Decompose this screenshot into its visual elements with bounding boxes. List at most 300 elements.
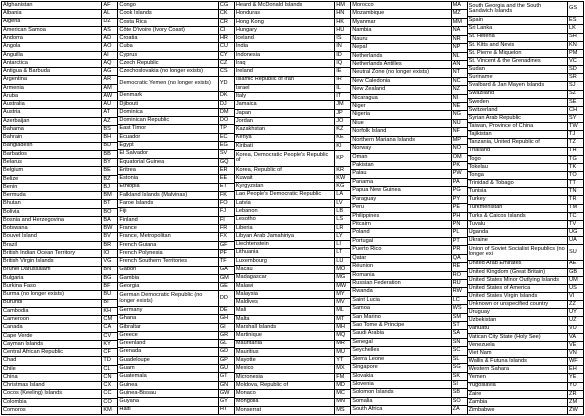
country-code: CM <box>103 316 113 323</box>
table-row <box>118 167 233 175</box>
country-code: FX <box>219 233 227 240</box>
country-code: BA <box>103 216 111 223</box>
country-name: Liechtenstein <box>235 241 335 248</box>
country-name: Tokelau <box>468 164 568 171</box>
table-row <box>2 300 117 308</box>
country-code: CR <box>219 18 228 25</box>
country-code: NA <box>452 27 461 34</box>
country-name: St. Helena <box>468 34 568 41</box>
country-code: PM <box>569 49 578 56</box>
country-code: VE <box>569 341 577 348</box>
table-row <box>2 143 117 151</box>
country-code: SY <box>569 114 577 121</box>
country-code: BM <box>103 192 112 199</box>
country-code-table <box>1 1 584 415</box>
country-name: Ethiopia <box>118 184 218 191</box>
table-row <box>351 162 466 170</box>
table-row <box>118 373 233 381</box>
country-name: Eritrea <box>118 167 218 174</box>
country-name: United Arab Emirates <box>468 261 568 268</box>
table-row <box>351 330 466 338</box>
table-row <box>118 390 233 398</box>
country-name: Libyan Arab Jamahiriya <box>235 233 335 240</box>
table-row <box>2 324 117 332</box>
country-code: FK <box>219 191 227 198</box>
country-name: St. Vincent & the Grenadines <box>468 58 568 65</box>
country-name: Benin <box>2 184 102 191</box>
country-code: LU <box>336 257 344 264</box>
country-code: TD <box>103 357 111 364</box>
country-name: Australia <box>2 101 102 108</box>
table-row <box>2 291 117 299</box>
country-code: NT <box>452 69 461 76</box>
country-name: Kiribati <box>235 143 335 150</box>
country-name: Albania <box>2 10 102 17</box>
country-name: Guinea-Bissau <box>118 390 218 397</box>
country-name: Bouvet Island <box>2 233 102 240</box>
country-name: Cape Verde <box>2 333 102 340</box>
table-row <box>351 263 466 271</box>
country-code: VN <box>569 350 577 356</box>
table-row <box>468 50 583 58</box>
table-row <box>118 242 233 250</box>
table-row <box>2 275 117 283</box>
country-name: United Kingdom (Great Britain) <box>468 269 568 276</box>
country-name: Jordan <box>235 118 335 125</box>
country-name: Cayman Islands <box>2 341 102 348</box>
table-row <box>118 10 233 18</box>
country-name: Puerto Rico <box>351 246 451 253</box>
country-code: CV <box>103 332 112 339</box>
table-row <box>351 381 466 389</box>
country-name: Afghanistan <box>2 2 102 9</box>
country-code: BB <box>103 150 111 157</box>
country-code: DZ <box>103 18 111 25</box>
country-name: Vatican City State (Holy See) <box>468 334 568 341</box>
table-row <box>235 208 350 216</box>
country-code: CZ <box>219 60 228 67</box>
country-name: Congo <box>118 2 218 9</box>
table-row <box>351 305 466 313</box>
country-name: Mayotte <box>235 357 335 364</box>
table-row <box>351 288 466 296</box>
country-code: CC <box>103 390 112 397</box>
country-code: IQ <box>336 59 343 66</box>
country-code: WF <box>569 358 578 365</box>
country-name: Paraguay <box>351 196 451 203</box>
country-code: SA <box>452 330 461 337</box>
country-code: BD <box>103 142 112 149</box>
country-name: Sri Lanka <box>468 25 568 32</box>
country-name: Nepal <box>351 44 451 51</box>
country-code: SN <box>452 338 461 345</box>
country-name: Turkmenistan <box>468 205 568 212</box>
table-row <box>468 115 583 123</box>
country-code: GS <box>569 5 578 12</box>
country-name: Jamaica <box>235 101 335 108</box>
country-code: PT <box>452 237 460 244</box>
country-code: AQ <box>103 59 112 66</box>
country-code: SL <box>452 355 460 362</box>
country-name: Swaziland <box>468 91 568 98</box>
country-code: MH <box>336 323 345 330</box>
country-name: Qatar <box>351 255 451 262</box>
country-code: DJ <box>219 100 227 107</box>
country-code: KR <box>336 166 344 173</box>
country-code: HK <box>336 18 344 25</box>
country-name: American Samoa <box>2 27 102 34</box>
table-row <box>235 216 350 224</box>
country-code: KG <box>336 183 345 190</box>
country-name: Russian Federation <box>351 280 451 287</box>
country-code: SH <box>569 33 577 40</box>
country-code: MN <box>336 398 345 405</box>
country-name: Denmark <box>118 92 218 99</box>
country-name: Slovenia <box>351 381 451 388</box>
country-code: GU <box>219 365 229 371</box>
country-code: TV <box>569 220 577 227</box>
country-name: Tuvalu <box>468 221 568 228</box>
country-code: BH <box>103 134 112 141</box>
table-row <box>468 2 583 17</box>
table-row <box>118 200 233 208</box>
country-code: JO <box>336 117 344 124</box>
country-name: Central African Republic <box>2 349 102 356</box>
country-code: HM <box>336 2 345 8</box>
country-name: Singapore <box>351 364 451 371</box>
table-row <box>118 332 233 340</box>
table-row <box>468 317 583 325</box>
country-name: Mozambique <box>351 10 451 17</box>
country-code: CY <box>219 51 228 58</box>
country-code: IN <box>336 43 342 50</box>
country-name: Hong Kong <box>235 19 335 26</box>
table-row <box>235 241 350 249</box>
country-code: SZ <box>569 90 577 97</box>
country-code: JP <box>336 109 343 116</box>
country-name: Mauritania <box>235 341 335 348</box>
table-row <box>468 188 583 196</box>
country-code: AL <box>103 10 111 17</box>
country-code: SE <box>569 98 577 105</box>
country-code: SM <box>452 313 462 320</box>
country-code: VA <box>569 333 577 340</box>
country-name: Pakistan <box>351 162 451 169</box>
country-code: CF <box>103 349 111 356</box>
table-row <box>351 356 466 364</box>
table-row <box>351 36 466 44</box>
country-name: Nambia <box>351 27 451 34</box>
country-name: Western Sahara <box>468 366 568 373</box>
country-name: Kenya <box>235 135 335 142</box>
country-code: CS <box>219 68 228 75</box>
table-row <box>235 43 350 51</box>
country-name: Yugoslavia <box>468 383 568 390</box>
country-name: Monserrat <box>235 407 335 414</box>
country-code: NE <box>452 103 461 110</box>
table-row <box>351 78 466 86</box>
country-name: Aruba <box>2 93 102 100</box>
country-name: Antarctica <box>2 60 102 67</box>
country-name: Rwanda <box>351 288 451 295</box>
country-name: Sudan <box>468 66 568 73</box>
table-row <box>118 35 233 43</box>
table-row <box>235 77 350 85</box>
country-name: French Southern Territories <box>118 258 218 265</box>
table-row <box>351 398 466 406</box>
country-code: NI <box>452 94 459 101</box>
country-name: Ireland <box>235 68 335 75</box>
country-code: LS <box>336 216 344 223</box>
country-code: KH <box>103 307 112 314</box>
country-code: ER <box>219 166 228 173</box>
country-name: Ghana <box>118 315 218 322</box>
table-row <box>2 176 117 184</box>
country-code: AS <box>103 26 111 33</box>
table-row <box>351 238 466 246</box>
table-row <box>2 390 117 398</box>
table-row <box>468 66 583 74</box>
country-name: United States Minor Outlying Islands <box>468 277 568 284</box>
country-name: Bangladesh <box>2 143 102 150</box>
table-row <box>351 19 466 27</box>
table-row <box>2 258 117 266</box>
table-row <box>2 10 117 18</box>
country-code: MQ <box>336 332 346 339</box>
country-name: Bosnia and Herzegovina <box>2 217 102 224</box>
country-code: MR <box>336 340 345 347</box>
table-row <box>468 164 583 172</box>
country-code: VI <box>569 293 575 299</box>
country-code: GA <box>219 266 228 273</box>
table-row <box>2 126 117 134</box>
country-name: German Democratic Republic (no longer exists) <box>118 291 218 306</box>
country-name: Czech Republic <box>118 60 218 67</box>
country-code: ZA <box>452 406 460 413</box>
table-row <box>118 92 233 100</box>
country-name: South Georgia and the South Sandwich Islands <box>468 2 568 16</box>
table-row <box>351 221 466 229</box>
country-code: ZW <box>569 407 578 413</box>
country-name: Tunisia <box>468 188 568 195</box>
country-code: HU <box>336 26 345 33</box>
table-row <box>2 382 117 390</box>
table-row <box>468 237 583 245</box>
table-row <box>235 382 350 390</box>
country-code: VG <box>103 258 112 265</box>
table-row <box>468 399 583 407</box>
country-code: MY <box>336 290 345 297</box>
country-name: Norway <box>351 145 451 152</box>
country-name: Bahama <box>2 126 102 133</box>
table-column <box>118 2 234 414</box>
table-row <box>2 250 117 258</box>
country-code: NU <box>452 119 461 126</box>
table-row <box>235 118 350 126</box>
country-code: LA <box>336 191 344 198</box>
country-code: MC <box>336 390 345 397</box>
country-name: Venezuela <box>468 342 568 349</box>
country-code: WS <box>452 305 462 312</box>
country-code: LC <box>452 296 460 303</box>
country-name: Panama <box>351 179 451 186</box>
table-row <box>468 326 583 334</box>
country-code: BF <box>103 283 111 289</box>
country-code: KP <box>336 154 344 161</box>
table-row <box>468 366 583 374</box>
table-row <box>351 2 466 10</box>
table-row <box>351 322 466 330</box>
country-name: Fiji <box>118 208 218 215</box>
country-name: Argentina <box>2 76 102 83</box>
table-row <box>118 250 233 258</box>
country-name: Colombia <box>2 399 102 406</box>
table-row <box>118 283 233 291</box>
country-name: Antigua & Barbuda <box>2 68 102 75</box>
table-row <box>2 192 117 200</box>
table-row <box>468 58 583 66</box>
country-code: BE <box>103 167 111 174</box>
country-name: Hungary <box>235 27 335 34</box>
country-code: ES <box>569 17 577 24</box>
table-row <box>468 172 583 180</box>
table-row <box>468 82 583 90</box>
table-row <box>351 44 466 52</box>
country-name: Philippines <box>351 213 451 220</box>
country-name: Armenia <box>2 85 102 92</box>
country-name: Guadeloupe <box>118 357 218 364</box>
country-name: Gambia <box>118 275 218 282</box>
country-code: MD <box>336 381 345 388</box>
country-name: Micronesia <box>235 374 335 381</box>
country-name: Cameroon <box>2 316 102 323</box>
country-code: NR <box>452 35 461 42</box>
country-code: EG <box>219 142 228 148</box>
country-code: LI <box>336 241 341 248</box>
country-name: Korea, Democratic People's Republic of <box>235 151 335 166</box>
country-name: Heard & McDonald Islands <box>235 2 335 9</box>
country-code: SR <box>569 74 577 81</box>
country-name: Andorra <box>2 35 102 42</box>
table-row <box>235 110 350 118</box>
table-row <box>2 159 117 167</box>
table-row <box>2 209 117 217</box>
country-name: Japan <box>235 110 335 117</box>
table-row <box>351 255 466 263</box>
table-row <box>118 68 233 76</box>
country-code: AW <box>103 92 113 99</box>
table-row <box>2 118 117 126</box>
country-code: YT <box>336 357 344 364</box>
country-code: GQ <box>219 158 229 165</box>
table-row <box>235 101 350 109</box>
table-row <box>118 225 233 233</box>
table-row <box>118 134 233 142</box>
country-name: Samoa <box>351 305 451 312</box>
country-name: Anguilla <box>2 52 102 59</box>
country-code: SC <box>452 347 461 354</box>
country-code: IO <box>103 249 110 256</box>
country-name: Bolivia <box>2 209 102 216</box>
country-name: Italy <box>235 93 335 100</box>
country-code: PF <box>219 249 227 256</box>
country-code: IS <box>336 35 342 42</box>
country-code: DE <box>219 306 228 313</box>
table-row <box>2 200 117 208</box>
country-code: SG <box>452 364 461 371</box>
table-row <box>235 225 350 233</box>
country-code: LR <box>336 224 344 231</box>
table-row <box>118 175 233 183</box>
country-name: Syrian Arab Republic <box>468 115 568 122</box>
table-row <box>235 283 350 291</box>
table-row <box>468 74 583 82</box>
country-name: Maldives <box>235 299 335 306</box>
country-code: KI <box>336 142 342 149</box>
table-row <box>118 365 233 373</box>
country-code: BZ <box>103 175 111 182</box>
country-code: MX <box>336 365 345 372</box>
country-name: Guatemala <box>118 373 218 380</box>
table-row <box>351 272 466 280</box>
country-code: MU <box>336 348 345 355</box>
country-code: CO <box>103 398 112 405</box>
country-code: TK <box>569 163 577 170</box>
country-name: Iraq <box>235 60 335 67</box>
table-row <box>235 85 350 93</box>
country-name: Latvia <box>235 200 335 207</box>
table-row <box>351 280 466 288</box>
country-code: GF <box>219 241 228 248</box>
table-row <box>2 374 117 382</box>
country-name: Cocos (Keeling) Islands <box>2 390 102 397</box>
table-row <box>2 184 117 192</box>
country-name: Myanmar <box>351 19 451 26</box>
country-code: TC <box>569 212 577 219</box>
country-name: Malaysia <box>235 291 335 298</box>
country-name: Uruguay <box>468 309 568 316</box>
table-row <box>468 350 583 358</box>
table-row <box>118 43 233 51</box>
table-row <box>235 191 350 199</box>
country-name: Democratic Yemen (no longer exists) <box>118 77 218 92</box>
country-code: UG <box>569 228 578 235</box>
country-code: VU <box>569 325 577 332</box>
country-code: DK <box>219 92 228 99</box>
country-name: Botswana <box>2 225 102 232</box>
country-name: Mongolia <box>235 399 335 406</box>
country-name: St. Kitts and Nevis <box>468 42 568 49</box>
country-code: NZ <box>452 86 461 93</box>
country-code: UY <box>569 309 577 316</box>
country-code: AF <box>103 2 111 8</box>
country-name: Ecuador <box>118 134 218 141</box>
country-name: Niue <box>351 120 451 127</box>
table-row <box>235 307 350 315</box>
table-row <box>235 249 350 257</box>
country-code: PW <box>452 170 462 177</box>
country-name: Solomon Islands <box>351 389 451 396</box>
table-row <box>468 293 583 301</box>
table-row <box>235 143 350 151</box>
country-name: St. Pierre & Miquelon <box>468 50 568 57</box>
country-code: FJ <box>219 208 227 215</box>
country-name: China <box>2 374 102 381</box>
table-row <box>118 159 233 167</box>
table-row <box>118 192 233 200</box>
table-row <box>235 258 350 266</box>
country-name: Martinique <box>235 332 335 339</box>
